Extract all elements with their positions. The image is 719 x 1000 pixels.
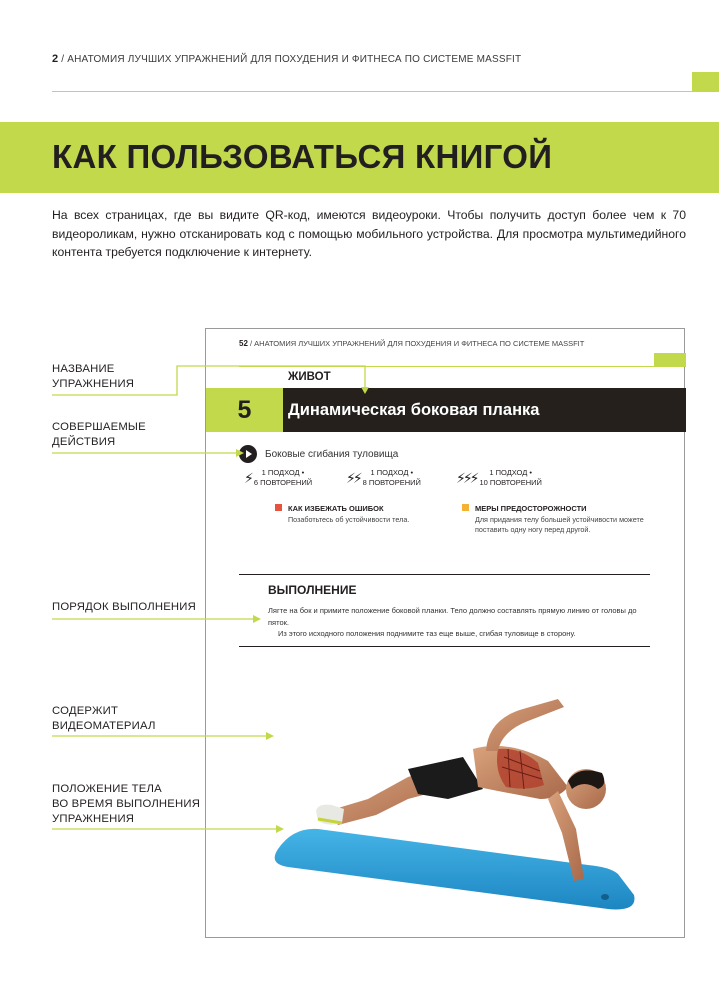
- execution-text: Лягте на бок и примите положение боковой планки. Тело должно составлять прямую линию от головы до пяток. Из этого исходного положения поднимите таз еще выше, сгибая туловище в сторону.: [268, 606, 637, 638]
- orange-square-icon: [462, 504, 469, 511]
- sample-header-rule: [239, 366, 686, 367]
- exercise-title-band: [206, 388, 686, 432]
- header-rule: [52, 91, 719, 92]
- sample-accent-tab: [654, 353, 686, 366]
- page-number: 2: [52, 53, 59, 65]
- execution-bottom-rule: [239, 646, 650, 647]
- title-band: [0, 122, 719, 193]
- lightning-icon: ⚡: [244, 469, 251, 486]
- action-row: [239, 445, 398, 463]
- sample-running-head: 52 / АНАТОМИЯ ЛУЧШИХ УПРАЖНЕНИЙ ДЛЯ ПОХУДЕНИЯ И ФИТНЕСА ПО СИСТЕМЕ MASSFIT: [239, 339, 585, 348]
- label-order: ПОРЯДОК ВЫПОЛНЕНИЯ: [52, 601, 196, 613]
- running-head: [52, 53, 521, 65]
- mistakes-tip: КАК ИЗБЕЖАТЬ ОШИБОК Позаботьтесь об устойчивости тела.: [275, 504, 445, 525]
- label-video: СОДЕРЖИТ ВИДЕОМАТЕРИАЛ: [52, 705, 156, 732]
- level-3: ⚡⚡⚡ 1 ПОДХОД • 10 ПОВТОРЕНИЙ: [456, 468, 542, 487]
- running-head-text: / АНАТОМИЯ ЛУЧШИХ УПРАЖНЕНИЙ ДЛЯ ПОХУДЕНИЯ И ФИТНЕСА ПО СИСТЕМЕ MASSFIT: [58, 54, 522, 65]
- label-body-position: ПОЛОЖЕНИЕ ТЕЛА ВО ВРЕМЯ ВЫПОЛНЕНИЯ УПРАЖНЕНИЯ: [52, 783, 201, 825]
- athlete-raised-arm: [486, 699, 564, 751]
- execution-heading: ВЫПОЛНЕНИЕ: [268, 583, 357, 597]
- precautions-tip: МЕРЫ ПРЕДОСТОРОЖНОСТИ Для придания телу большей устойчивости можете поставить одну ногу перед другой.: [462, 504, 672, 535]
- level-2: ⚡⚡ 1 ПОДХОД • 8 ПОВТОРЕНИЙ: [346, 468, 421, 487]
- red-square-icon: [275, 504, 282, 511]
- sample-page: [205, 328, 685, 938]
- action-text: Боковые сгибания туловища: [265, 448, 399, 460]
- header-accent-tab: [692, 72, 719, 92]
- level-1: ⚡ 1 ПОДХОД • 6 ПОВТОРЕНИЙ: [244, 468, 313, 487]
- intro-paragraph: На всех страницах, где вы видите QR-код, имеются видеоуроки. Чтобы получить доступ более чем к 70 видеороликам, нужно отсканировать код с помощью мобильного устройства. Для просмотра мультимедийного контента требуется подключение к интернету.: [52, 208, 686, 259]
- execution-top-rule: [239, 574, 650, 575]
- lightning-icon: ⚡⚡: [346, 469, 360, 486]
- play-icon: [239, 445, 257, 463]
- section-name: ЖИВОТ: [288, 371, 331, 383]
- exercise-illustration: [258, 699, 638, 924]
- label-exercise-name: НАЗВАНИЕ УПРАЖНЕНИЯ: [52, 363, 135, 390]
- exercise-title: Динамическая боковая планка: [288, 401, 540, 419]
- page-title: КАК ПОЛЬЗОВАТЬСЯ КНИГОЙ: [52, 138, 553, 175]
- lightning-icon: ⚡⚡⚡: [456, 469, 477, 486]
- label-actions: СОВЕРШАЕМЫЕ ДЕЙСТВИЯ: [52, 421, 146, 448]
- exercise-number: 5: [206, 388, 283, 432]
